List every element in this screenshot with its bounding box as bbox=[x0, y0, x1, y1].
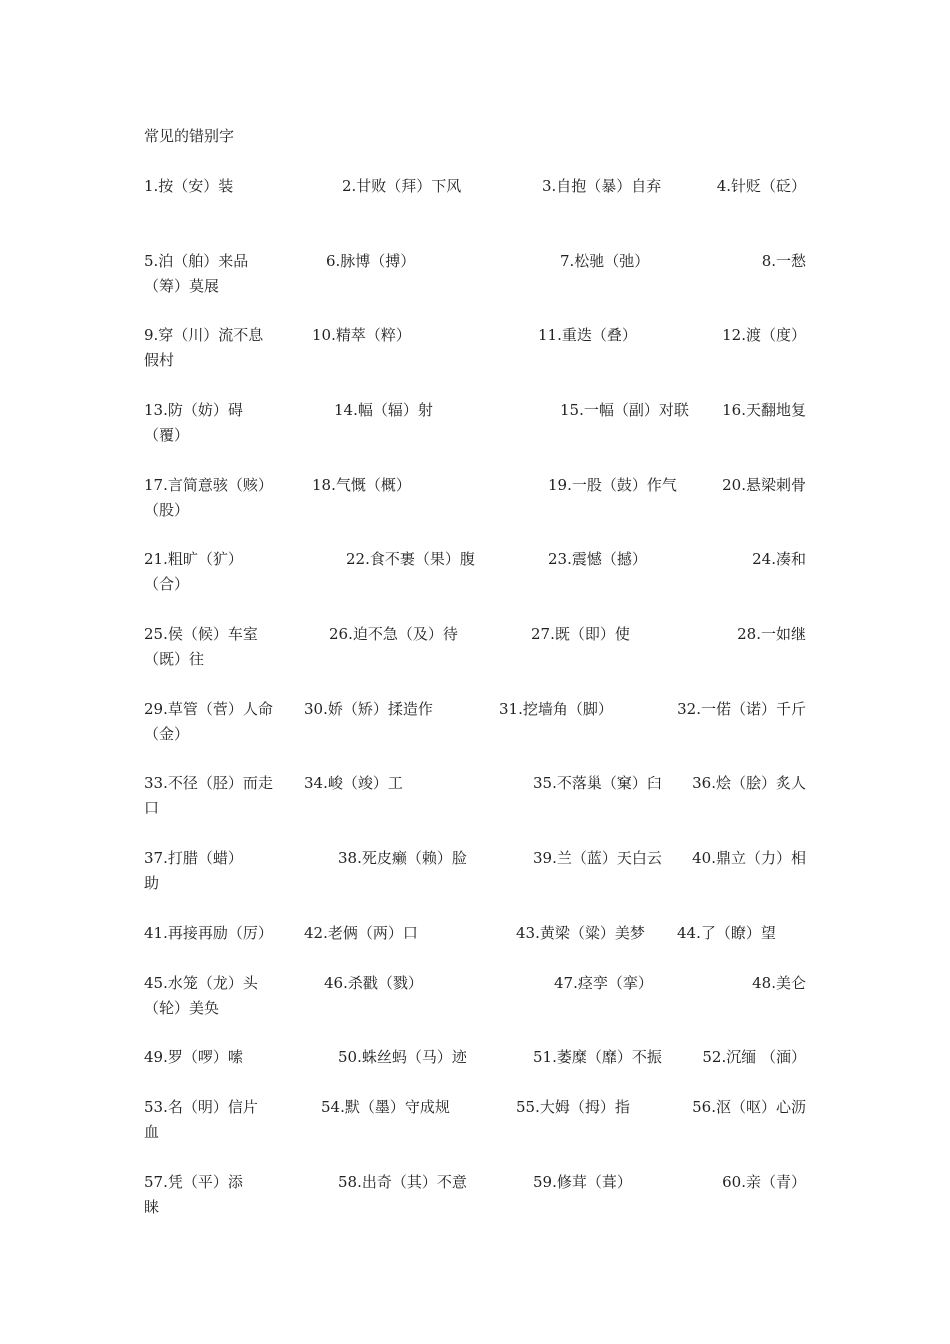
word-entry: 42.老俩（两）口 bbox=[304, 924, 418, 942]
word-entry: 55.大姆（拇）指 bbox=[516, 1098, 630, 1116]
word-entry: 1.按（安）装 bbox=[144, 177, 234, 195]
word-entry: 12.渡（度） bbox=[722, 326, 806, 344]
word-entry: 22.食不裹（果）腹 bbox=[346, 550, 475, 568]
entry-row-line bbox=[144, 622, 806, 647]
entry-row bbox=[144, 921, 806, 946]
entry-row-continuation bbox=[144, 1195, 806, 1220]
word-entry: 51.萎糜（靡）不振 bbox=[533, 1048, 662, 1066]
word-entry: 10.精萃（粹） bbox=[312, 326, 411, 344]
word-entry: 17.言简意骇（赅） bbox=[144, 476, 273, 494]
word-entry-continuation: 助 bbox=[144, 874, 160, 892]
word-entry: 21.粗旷（犷） bbox=[144, 550, 243, 568]
word-entry: 14.幅（辐）射 bbox=[334, 401, 433, 419]
word-entry: 16.天翻地复 bbox=[722, 401, 806, 419]
word-entry-continuation: （金） bbox=[144, 725, 190, 743]
word-entry: 48.美仑 bbox=[752, 974, 806, 992]
word-entry-continuation: （合） bbox=[144, 575, 190, 593]
word-entry: 58.出奇（其）不意 bbox=[338, 1173, 467, 1191]
word-entry: 44.了（瞭）望 bbox=[677, 924, 776, 942]
word-entry: 45.水笼（龙）头 bbox=[144, 974, 258, 992]
entry-row bbox=[144, 697, 806, 747]
entry-row bbox=[144, 622, 806, 672]
word-entry: 18.气慨（概） bbox=[312, 476, 411, 494]
word-entry: 39.兰（蓝）天白云 bbox=[533, 849, 662, 867]
word-entry-continuation: 血 bbox=[144, 1123, 160, 1141]
word-entry: 37.打腊（蜡） bbox=[144, 849, 243, 867]
entry-row-line bbox=[144, 547, 806, 572]
word-entry: 40.鼎立（力）相 bbox=[692, 849, 806, 867]
word-entry: 29.草管（菅）人命 bbox=[144, 700, 273, 718]
entry-row-line bbox=[144, 921, 806, 946]
word-entry: 52.沉缅 （湎） bbox=[702, 1048, 806, 1066]
entry-row-continuation bbox=[144, 348, 806, 373]
entry-row bbox=[144, 971, 806, 1021]
word-entry: 7.松驰（弛） bbox=[560, 252, 650, 270]
word-entry: 20.悬梁刺骨 bbox=[722, 476, 806, 494]
word-entry: 8.一愁 bbox=[761, 252, 806, 270]
word-entry: 5.泊（舶）来品 bbox=[144, 252, 249, 270]
entry-row bbox=[144, 547, 806, 597]
word-entry: 6.脉博（搏） bbox=[326, 252, 416, 270]
entry-row bbox=[144, 249, 806, 299]
word-entry: 57.凭（平）添 bbox=[144, 1173, 243, 1191]
word-entry: 59.修茸（葺） bbox=[533, 1173, 632, 1191]
entry-row bbox=[144, 398, 806, 448]
entry-row bbox=[144, 473, 806, 523]
entry-row-continuation bbox=[144, 498, 806, 523]
entry-row-line bbox=[144, 398, 806, 423]
entry-row-line bbox=[144, 1095, 806, 1120]
entry-row bbox=[144, 1170, 806, 1220]
word-entry-continuation: （轮）美奂 bbox=[144, 999, 220, 1017]
entry-row-continuation bbox=[144, 871, 806, 896]
word-entry: 32.一偌（诺）千斤 bbox=[677, 700, 806, 718]
entry-row bbox=[144, 1045, 806, 1070]
word-entry: 46.杀戳（戮） bbox=[324, 974, 423, 992]
word-entry: 23.震憾（撼） bbox=[548, 550, 647, 568]
entry-row-line bbox=[144, 174, 806, 199]
entry-row-continuation bbox=[144, 572, 806, 597]
word-entry: 36.烩（脍）炙人 bbox=[692, 774, 806, 792]
word-entry: 27.既（即）使 bbox=[531, 625, 630, 643]
word-entry-continuation: （筹）莫展 bbox=[144, 277, 220, 295]
entry-row-continuation bbox=[144, 996, 806, 1021]
word-entry: 47.痉孪（挛） bbox=[554, 974, 653, 992]
word-entry-continuation: （覆） bbox=[144, 426, 190, 444]
word-entry-continuation: （既）往 bbox=[144, 650, 205, 668]
word-entry: 30.娇（矫）揉造作 bbox=[304, 700, 433, 718]
entry-row bbox=[144, 1095, 806, 1145]
page-title: 常见的错别字 bbox=[144, 127, 235, 145]
word-entry: 19.一股（鼓）作气 bbox=[548, 476, 677, 494]
word-entry-continuation: 口 bbox=[144, 799, 160, 817]
word-entry: 31.挖墙角（脚） bbox=[499, 700, 613, 718]
word-entry: 60.亲（青） bbox=[722, 1173, 806, 1191]
word-entry: 2.甘败（拜）下风 bbox=[342, 177, 462, 195]
entry-row bbox=[144, 323, 806, 373]
word-entry: 24.凑和 bbox=[752, 550, 806, 568]
entry-row bbox=[144, 771, 806, 821]
word-entry-continuation: 睐 bbox=[144, 1198, 160, 1216]
entry-row-line bbox=[144, 697, 806, 722]
entry-row-line bbox=[144, 846, 806, 871]
word-entry-continuation: 假村 bbox=[144, 351, 175, 369]
word-entry: 25.侯（候）车室 bbox=[144, 625, 258, 643]
entry-row-continuation bbox=[144, 423, 806, 448]
word-entry: 56.沤（呕）心沥 bbox=[692, 1098, 806, 1116]
word-entry: 43.黄梁（粱）美梦 bbox=[516, 924, 645, 942]
word-entry: 54.默（墨）守成规 bbox=[321, 1098, 450, 1116]
word-entry: 15.一幅（副）对联 bbox=[560, 401, 689, 419]
entry-row-line bbox=[144, 1045, 806, 1070]
word-entry: 9.穿（川）流不息 bbox=[144, 326, 264, 344]
entry-row-continuation bbox=[144, 1120, 806, 1145]
entry-row-line bbox=[144, 249, 806, 274]
word-entry: 35.不落巢（窠）臼 bbox=[533, 774, 662, 792]
word-entry: 3.自抱（暴）自弃 bbox=[542, 177, 662, 195]
entry-row bbox=[144, 846, 806, 896]
word-entry-continuation: （股） bbox=[144, 501, 190, 519]
word-entry: 53.名（明）信片 bbox=[144, 1098, 258, 1116]
word-entry: 41.再接再励（厉） bbox=[144, 924, 273, 942]
word-entry: 11.重迭（叠） bbox=[538, 326, 637, 344]
entry-row-continuation bbox=[144, 647, 806, 672]
word-entry: 4.针贬（砭） bbox=[716, 177, 806, 195]
entry-row-continuation bbox=[144, 722, 806, 747]
word-entry: 49.罗（啰）嗦 bbox=[144, 1048, 243, 1066]
word-entry: 26.迫不急（及）待 bbox=[329, 625, 458, 643]
entry-row-continuation bbox=[144, 796, 806, 821]
entry-row-continuation bbox=[144, 274, 806, 299]
word-entry: 38.死皮癞（赖）脸 bbox=[338, 849, 467, 867]
entry-row-line bbox=[144, 323, 806, 348]
word-entry: 50.蛛丝蚂（马）迹 bbox=[338, 1048, 467, 1066]
entry-row-line bbox=[144, 971, 806, 996]
entry-row-line bbox=[144, 473, 806, 498]
entry-row-line bbox=[144, 1170, 806, 1195]
entry-row bbox=[144, 174, 806, 199]
entry-row-line bbox=[144, 771, 806, 796]
word-entry: 13.防（妨）碍 bbox=[144, 401, 243, 419]
word-entry: 28.一如继 bbox=[737, 625, 806, 643]
word-entry: 33.不径（胫）而走 bbox=[144, 774, 273, 792]
word-entry: 34.峻（竣）工 bbox=[304, 774, 403, 792]
